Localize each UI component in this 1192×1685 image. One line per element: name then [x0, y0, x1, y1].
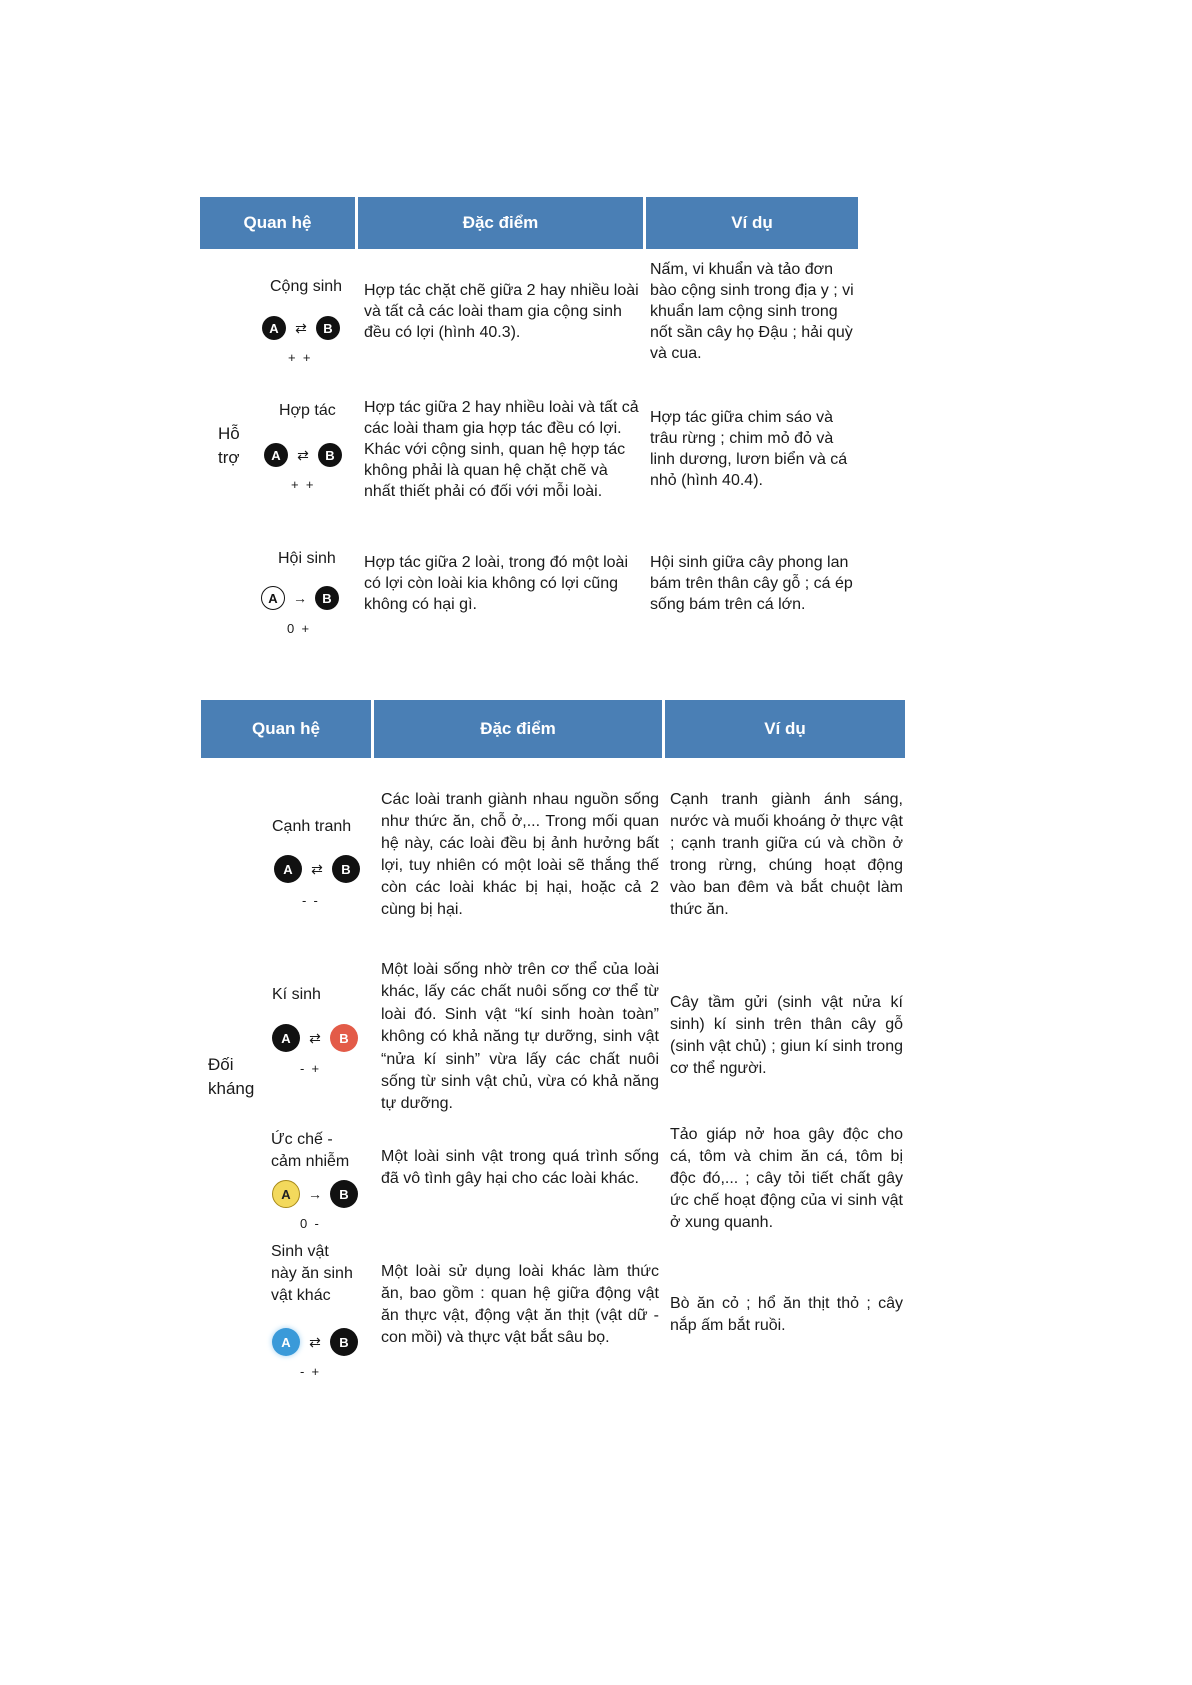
relation-symbol [261, 586, 339, 610]
interaction-signs: - - [302, 893, 318, 908]
examples-text: Tảo giáp nở hoa gây độc cho cá, tôm và chim ăn cá, tôm bị độc đó,... ; cây tỏi tiết chất gây ức chế hoạt động của vi sinh vật ở xung quanh. [670, 1126, 903, 1231]
group-label-antagonism: Đối kháng [208, 1055, 255, 1098]
header-relation: Quan hệ [200, 197, 355, 249]
features-text: Một loài sinh vật trong quá trình sống đã vô tình gây hại cho các loài khác. [381, 1148, 659, 1187]
header-features: Đặc điểm [374, 700, 662, 758]
species-a-circle: A [272, 1328, 300, 1356]
bidirectional-arrow-icon: ⇄ [295, 320, 307, 336]
relation-name: Hội sinh [278, 550, 336, 567]
species-b-circle: B [332, 855, 360, 883]
interaction-signs: - + [300, 1364, 320, 1379]
header-examples: Ví dụ [665, 700, 905, 758]
relation-symbol [262, 316, 340, 340]
relation-name: Hợp tác [279, 402, 336, 419]
relation-symbol [272, 1328, 358, 1356]
species-b-circle: B [330, 1328, 358, 1356]
species-b-circle: B [330, 1024, 358, 1052]
relation-name: Cộng sinh [270, 278, 343, 295]
species-a-circle: A [261, 586, 285, 610]
features-text: Hợp tác giữa 2 loài, trong đó một loài có lợi còn loài kia không có lợi cũng không có hại gì. [364, 554, 629, 613]
examples-text: Hợp tác giữa chim sáo và trâu rừng ; chim mỏ đỏ và linh dương, lươn biển và cá nhỏ (hình 40.4). [650, 409, 848, 489]
interaction-signs: 0 - [300, 1216, 319, 1231]
features-text: Các loài tranh giành nhau nguồn sống như thức ăn, chỗ ở,... Trong mối quan hệ này, các loài đều bị ảnh hưởng bất lợi, tuy nhiên có một loài sẽ thắng thế còn các loài khác bị hại, hoặc cả 2 cùng bị hại. [381, 791, 659, 918]
relation-name: Ức chế - cảm nhiễm [271, 1131, 350, 1170]
species-a-circle: A [274, 855, 302, 883]
bidirectional-arrow-icon: ⇄ [309, 1334, 321, 1350]
examples-text: Cây tầm gửi (sinh vật nửa kí sinh) kí sinh trên thân cây gỗ (sinh vật chủ) ; giun kí sinh trong cơ thể người. [670, 994, 903, 1077]
relation-name: Kí sinh [272, 986, 321, 1003]
interaction-signs: + + [288, 350, 311, 365]
features-text: Hợp tác chặt chẽ giữa 2 hay nhiều loài và tất cả các loài tham gia cộng sinh đều có lợi (hình 40.3). [364, 282, 639, 341]
header-features: Đặc điểm [358, 197, 643, 249]
bidirectional-arrow-icon: ⇄ [311, 861, 323, 877]
interaction-signs: 0 + [287, 621, 310, 636]
relation-name: Cạnh tranh [272, 818, 352, 835]
species-a-circle: A [272, 1024, 300, 1052]
relation-symbol [272, 1024, 358, 1052]
features-text: Một loài sống nhờ trên cơ thể của loài khác, lấy các chất nuôi sống cơ thể từ loài đó. Sinh vật “kí sinh hoàn toàn” không có khả năng tự dưỡng, sinh vật “nửa kí sinh” vừa lấy các chất nuôi sống từ sinh vật chủ, vừa có khả năng tự dưỡng. [381, 961, 659, 1113]
features-text: Hợp tác giữa 2 hay nhiều loài và tất cả các loài tham gia hợp tác đều có lợi. Khác với cộng sinh, quan hệ hợp tác không phải là quan hệ chặt chẽ và nhất thiết phải có đối với mỗi loài. [364, 399, 639, 500]
species-b-circle: B [315, 586, 339, 610]
right-arrow-icon: → [308, 1186, 322, 1202]
bidirectional-arrow-icon: ⇄ [309, 1030, 321, 1046]
bidirectional-arrow-icon: ⇄ [297, 447, 309, 463]
interaction-signs: - + [300, 1061, 320, 1076]
header-examples: Ví dụ [646, 197, 858, 249]
relation-symbol [264, 443, 342, 467]
group-label-support: Hỗ trợ [218, 424, 240, 467]
interaction-signs: + + [291, 477, 314, 492]
relation-name: Sinh vật này ăn sinh vật khác [271, 1243, 353, 1304]
table-header-2 [201, 700, 905, 758]
table-header-1 [200, 197, 858, 249]
examples-text: Bò ăn cỏ ; hổ ăn thịt thỏ ; cây nắp ấm bắt ruồi. [670, 1295, 903, 1334]
relation-symbol [272, 1180, 358, 1208]
features-text: Một loài sử dụng loài khác làm thức ăn, bao gồm : quan hệ giữa động vật ăn thực vật, động vật ăn thịt (vật dữ - con mồi) và thực vật bắt sâu bọ. [381, 1263, 659, 1346]
species-b-circle: B [330, 1180, 358, 1208]
species-a-circle: A [262, 316, 286, 340]
species-b-circle: B [318, 443, 342, 467]
header-relation: Quan hệ [201, 700, 371, 758]
relation-symbol [274, 855, 360, 883]
examples-text: Cạnh tranh giành ánh sáng, nước và muối khoáng ở thực vật ; cạnh tranh giữa cú và chồn ở trong rừng, chúng hoạt động vào ban đêm và bắt chuột làm thức ăn. [670, 791, 903, 918]
examples-text: Nấm, vi khuẩn và tảo đơn bào cộng sinh trong địa y ; vi khuẩn lam cộng sinh trong nốt sần cây họ Đậu ; hải quỳ và cua. [650, 261, 854, 362]
right-arrow-icon: → [293, 590, 307, 606]
species-a-circle: A [272, 1180, 300, 1208]
species-a-circle: A [264, 443, 288, 467]
examples-text: Hội sinh giữa cây phong lan bám trên thân cây gỗ ; cá ép sống bám trên cá lớn. [650, 554, 853, 613]
species-b-circle: B [316, 316, 340, 340]
